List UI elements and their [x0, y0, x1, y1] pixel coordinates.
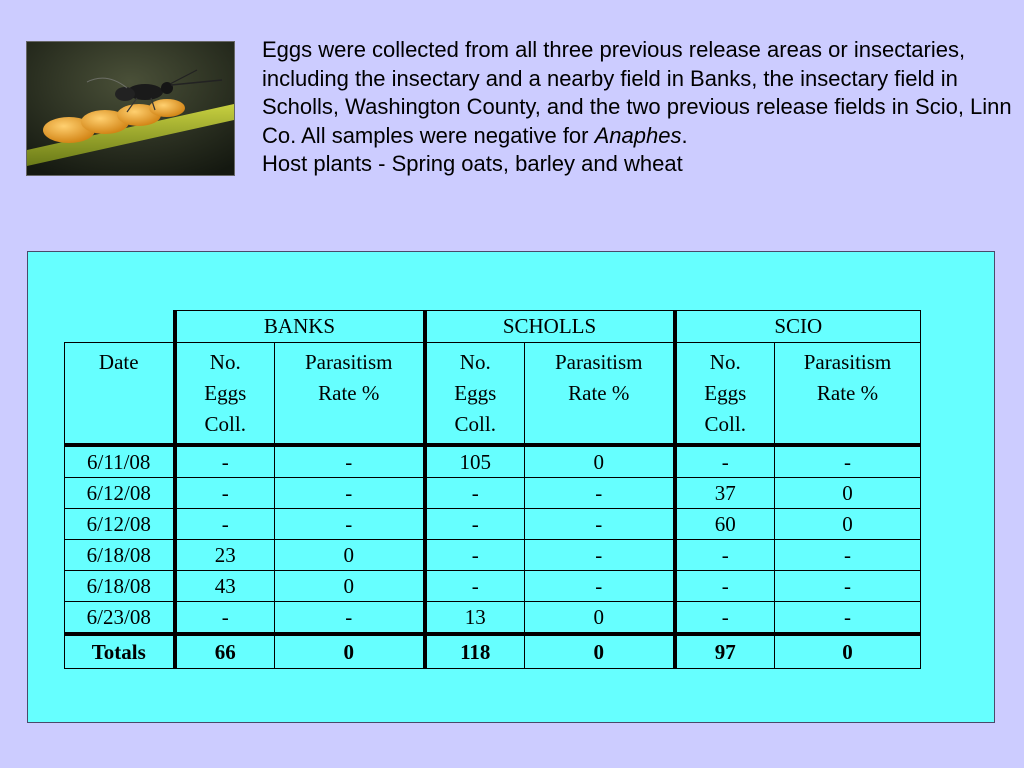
value-cell: - [775, 540, 921, 571]
header-rate: Parasitism Rate % [275, 343, 425, 446]
value-cell: - [275, 478, 425, 509]
value-cell: - [275, 509, 425, 540]
header-rate: Parasitism Rate % [525, 343, 675, 446]
value-cell: - [425, 571, 525, 602]
date-cell: 6/18/08 [65, 571, 175, 602]
species-name: Anaphes [594, 122, 682, 148]
table-row [65, 571, 921, 602]
table-row [65, 602, 921, 635]
value-cell: - [175, 602, 275, 635]
host-plants-line: Host plants - Spring oats, barley and wheat [262, 151, 683, 176]
header-eggs: No. Eggs Coll. [675, 343, 775, 446]
table-panel [27, 251, 995, 723]
header-date: Date [65, 343, 175, 446]
date-cell: 6/23/08 [65, 602, 175, 635]
value-cell: - [675, 540, 775, 571]
total-cell: 0 [775, 634, 921, 669]
value-cell: 0 [525, 602, 675, 635]
value-cell: 13 [425, 602, 525, 635]
group-banks: BANKS [175, 311, 425, 343]
value-cell: - [175, 509, 275, 540]
value-cell: - [425, 478, 525, 509]
value-cell: - [425, 509, 525, 540]
value-cell: 23 [175, 540, 275, 571]
total-cell: 97 [675, 634, 775, 669]
group-scholls: SCHOLLS [425, 311, 675, 343]
totals-label: Totals [65, 634, 175, 669]
total-cell: 0 [275, 634, 425, 669]
value-cell: 0 [775, 478, 921, 509]
date-cell: 6/12/08 [65, 509, 175, 540]
group-header-row [65, 311, 921, 343]
total-cell: 118 [425, 634, 525, 669]
value-cell: - [525, 509, 675, 540]
intro-text [262, 36, 1012, 179]
wasp-photo [26, 41, 235, 176]
table-row [65, 478, 921, 509]
total-cell: 66 [175, 634, 275, 669]
value-cell: - [675, 571, 775, 602]
value-cell: - [775, 571, 921, 602]
value-cell: - [525, 540, 675, 571]
value-cell: - [275, 602, 425, 635]
table-row [65, 509, 921, 540]
header-rate: Parasitism Rate % [775, 343, 921, 446]
value-cell: - [175, 445, 275, 478]
group-scio: SCIO [675, 311, 921, 343]
table-row [65, 540, 921, 571]
value-cell: 105 [425, 445, 525, 478]
table-row [65, 445, 921, 478]
value-cell: - [675, 602, 775, 635]
value-cell: 0 [275, 540, 425, 571]
value-cell: - [525, 478, 675, 509]
value-cell: - [775, 445, 921, 478]
value-cell: 0 [275, 571, 425, 602]
egg-collection-table [64, 310, 921, 669]
intro-paragraph: Eggs were collected from all three previous release areas or insectaries, including the insectary and a nearby field in Banks, the insectary field in Scholls, Washington County, and the two previous release fields in Scio, Linn Co. All samples were negative for Anaphes. [262, 37, 1012, 148]
corner-cell [65, 311, 175, 343]
value-cell: 43 [175, 571, 275, 602]
column-header-row [65, 343, 921, 446]
header-eggs: No. Eggs Coll. [175, 343, 275, 446]
value-cell: - [175, 478, 275, 509]
value-cell: - [675, 445, 775, 478]
total-cell: 0 [525, 634, 675, 669]
value-cell: - [275, 445, 425, 478]
totals-row [65, 634, 921, 669]
value-cell: - [425, 540, 525, 571]
value-cell: 37 [675, 478, 775, 509]
value-cell: - [775, 602, 921, 635]
value-cell: 0 [775, 509, 921, 540]
date-cell: 6/12/08 [65, 478, 175, 509]
value-cell: 0 [525, 445, 675, 478]
wasp-on-egg-icon [27, 42, 234, 175]
date-cell: 6/11/08 [65, 445, 175, 478]
value-cell: - [525, 571, 675, 602]
date-cell: 6/18/08 [65, 540, 175, 571]
header-eggs: No. Eggs Coll. [425, 343, 525, 446]
value-cell: 60 [675, 509, 775, 540]
